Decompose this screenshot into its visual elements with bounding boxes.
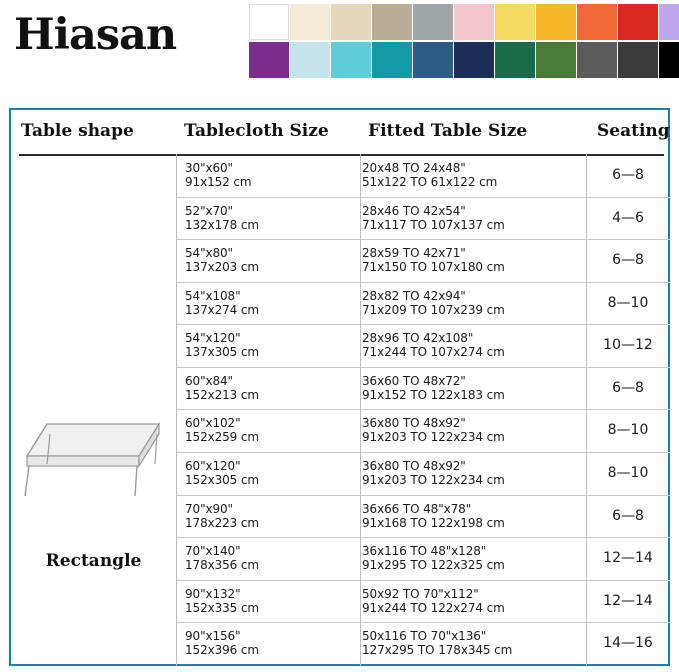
cell-seating: 6—8	[612, 252, 644, 269]
cell-seating: 12—14	[603, 550, 653, 567]
color-swatch-purple[interactable]	[249, 42, 289, 78]
cell-seating: 8—10	[607, 465, 649, 482]
cell-fitted-table-size: 28x46 TO 42x54" 71x117 TO 107x137 cm	[362, 203, 505, 232]
cell-tablecloth-size: 90"x132" 152x335 cm	[185, 586, 260, 615]
cell-seating: 6—8	[612, 167, 644, 183]
cell-tablecloth-size: 60"x84" 152x213 cm	[185, 373, 260, 402]
color-swatch-dark-gray[interactable]	[577, 42, 617, 78]
table-row	[177, 453, 670, 496]
cell-fitted-table-size: 50x116 TO 70"x136" 127x295 TO 178x345 cm	[362, 629, 513, 658]
cell-seating: 8—10	[607, 294, 649, 311]
cell-fitted-table-size: 36x60 TO 48x72" 91x152 TO 122x183 cm	[362, 373, 505, 402]
cell-fitted-table-size: 36x116 TO 48"x128" 91x295 TO 122x325 cm	[362, 544, 505, 573]
table-row	[177, 325, 670, 368]
page-header	[0, 0, 679, 100]
table-header-row	[11, 110, 668, 155]
cell-tablecloth-size: 52"x70" 132x178 cm	[185, 203, 260, 232]
color-swatch-forest-green[interactable]	[495, 42, 535, 78]
color-swatch-taupe[interactable]	[372, 4, 412, 40]
color-swatch-orange[interactable]	[577, 4, 617, 40]
table-body	[177, 155, 670, 666]
color-swatch-navy[interactable]	[454, 42, 494, 78]
color-swatch-lavender[interactable]	[659, 4, 679, 40]
color-swatch-beige[interactable]	[331, 4, 371, 40]
table-row	[177, 581, 670, 624]
cell-tablecloth-size: 54"x80" 137x203 cm	[185, 246, 260, 275]
color-swatch-charcoal[interactable]	[618, 42, 658, 78]
color-swatch-ivory[interactable]	[290, 4, 330, 40]
cell-seating: 4—6	[612, 209, 644, 226]
color-swatch-olive-green[interactable]	[536, 42, 576, 78]
column-header-fitted-table-size: Fitted Table Size	[368, 121, 528, 141]
cell-seating: 6—8	[612, 379, 644, 396]
table-row	[177, 623, 670, 666]
cell-fitted-table-size: 36x80 TO 48x92" 91x203 TO 122x234 cm	[362, 416, 505, 445]
brand-logo: Hiasan	[14, 10, 177, 60]
cell-tablecloth-size: 90"x156" 152x396 cm	[185, 629, 260, 658]
color-swatch-light-pink[interactable]	[454, 4, 494, 40]
column-header-tablecloth-size: Tablecloth Size	[184, 121, 329, 141]
cell-tablecloth-size: 70"x140" 178x356 cm	[185, 544, 260, 573]
table-row	[177, 240, 670, 283]
cell-fitted-table-size: 36x66 TO 48"x78" 91x168 TO 122x198 cm	[362, 501, 505, 530]
cell-tablecloth-size: 60"x102" 152x259 cm	[185, 416, 260, 445]
color-swatch-steel-blue[interactable]	[413, 42, 453, 78]
color-swatch-white[interactable]	[249, 4, 289, 40]
cell-fitted-table-size: 50x92 TO 70"x112" 91x244 TO 122x274 cm	[362, 586, 505, 615]
size-chart-table	[9, 108, 670, 666]
cell-seating: 6—8	[612, 507, 644, 524]
cell-fitted-table-size: 20x48 TO 24x48" 51x122 TO 61x122 cm	[362, 161, 498, 189]
column-header-shape: Table shape	[21, 121, 134, 141]
color-swatch-yellow[interactable]	[495, 4, 535, 40]
rectangle-table-illustration-icon	[19, 420, 167, 500]
color-swatch-grid	[249, 4, 679, 78]
color-swatch-gold[interactable]	[536, 4, 576, 40]
shape-label: Rectangle	[45, 551, 142, 571]
table-row	[177, 538, 670, 581]
table-row	[177, 496, 670, 539]
table-row	[177, 368, 670, 411]
cell-fitted-table-size: 28x96 TO 42x108" 71x244 TO 107x274 cm	[362, 331, 505, 360]
table-row	[177, 283, 670, 326]
table-row	[177, 155, 670, 198]
cell-fitted-table-size: 36x80 TO 48x92" 91x203 TO 122x234 cm	[362, 459, 505, 488]
column-header-seating: Seating	[597, 121, 670, 141]
cell-seating: 12—14	[603, 592, 653, 609]
cell-tablecloth-size: 70"x90" 178x223 cm	[185, 501, 260, 530]
cell-tablecloth-size: 54"x108" 137x274 cm	[185, 288, 260, 317]
cell-fitted-table-size: 28x82 TO 42x94" 71x209 TO 107x239 cm	[362, 288, 505, 317]
color-swatch-red[interactable]	[618, 4, 658, 40]
color-swatch-aqua[interactable]	[331, 42, 371, 78]
cell-seating: 10—12	[603, 337, 653, 354]
cell-tablecloth-size: 60"x120" 152x305 cm	[185, 459, 260, 488]
cell-seating: 14—16	[603, 635, 653, 652]
cell-tablecloth-size: 30"x60" 91x152 cm	[185, 161, 252, 189]
cell-fitted-table-size: 28x59 TO 42x71" 71x150 TO 107x180 cm	[362, 246, 505, 275]
cell-tablecloth-size: 54"x120" 137x305 cm	[185, 331, 260, 360]
color-swatch-black[interactable]	[659, 42, 679, 78]
table-row	[177, 198, 670, 241]
shape-column	[11, 155, 176, 666]
color-swatch-teal[interactable]	[372, 42, 412, 78]
table-row	[177, 410, 670, 453]
cell-seating: 8—10	[607, 422, 649, 439]
color-swatch-powder-blue[interactable]	[290, 42, 330, 78]
color-swatch-gray[interactable]	[413, 4, 453, 40]
